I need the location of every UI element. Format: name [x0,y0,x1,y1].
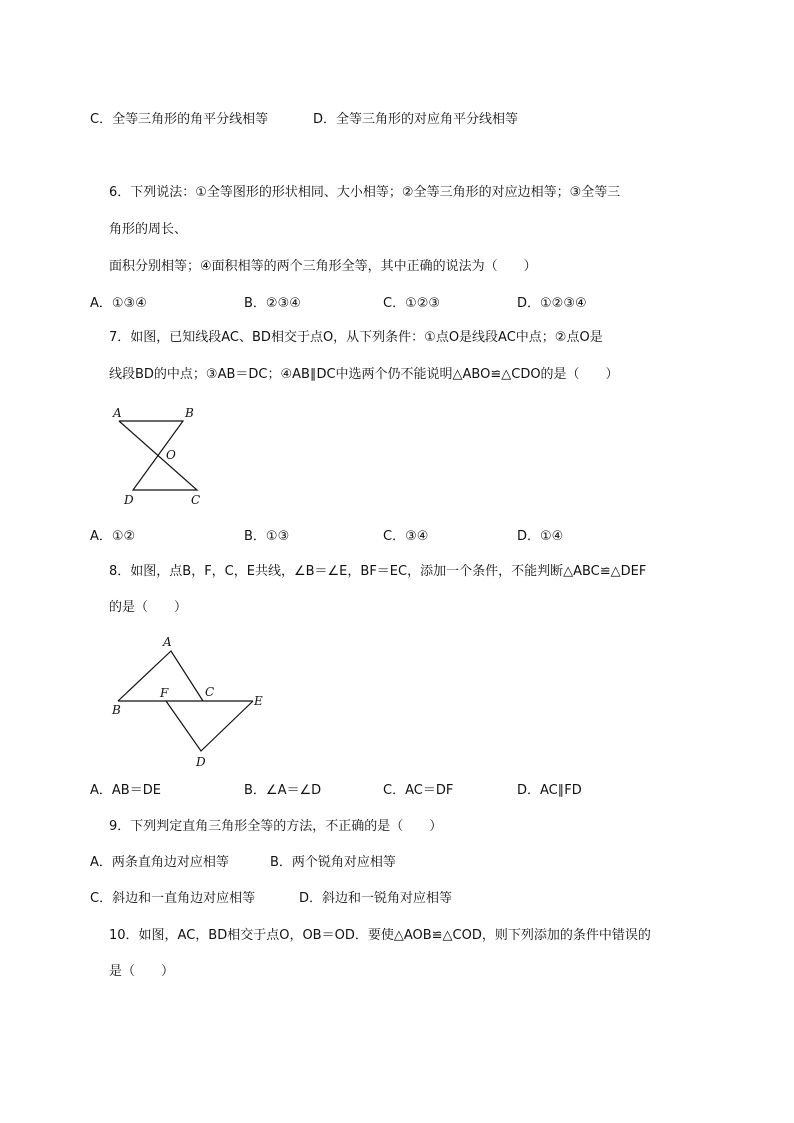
q6-stem-line3: 面积分别相等；④面积相等的两个三角形全等，其中正确的说法为（ ） [109,259,537,274]
q8-triangle-def [166,701,253,751]
q8-label-c: C [205,685,215,699]
q6-option-b: B．②③④ [244,296,301,311]
q10-stem-line1: 10．如图，AC，BD相交于点O，OB＝OD．要使△AOB≌△COD，则下列添加的条件中错误的 [109,928,651,943]
q10-stem-line2: 是（ ） [109,964,175,979]
q7-stem-line1: 7．如图，已知线段AC、BD相交于点O，从下列条件：①点O是线段AC中点；②点O是 [109,330,603,345]
q6-option-a: A．①③④ [90,296,147,311]
q7-option-b: B．①③ [244,529,290,544]
q8-label-b: B [112,703,121,717]
q7-option-d: D．①④ [517,529,564,544]
q7-label-a: A [113,406,122,420]
q5-option-c: C．全等三角形的角平分线相等 [90,112,269,127]
q7-figure [105,402,215,512]
q9-option-b: B．两个锐角对应相等 [270,855,396,870]
q8-label-f: F [160,686,169,700]
q8-option-b: B．∠A＝∠D [244,783,322,798]
q8-option-d: D．AC∥FD [517,783,582,798]
q6-stem-line2: 角形的周长、 [109,222,188,237]
q7-label-c: C [191,493,201,507]
q9-option-c: C．斜边和一直角边对应相等 [90,891,256,906]
q6-option-c: C．①②③ [383,296,441,311]
q7-stem-line2: 线段BD的中点；③AB＝DC；④AB∥DC中选两个仍不能说明△ABO≌△CDO的是（ ） [109,367,619,382]
q8-figure [105,630,275,770]
q7-figure-lines [119,421,197,490]
q8-label-d: D [196,755,206,769]
q7-label-b: B [185,406,194,420]
q7-option-a: A．①② [90,529,136,544]
q8-label-a: A [163,635,172,649]
q7-label-d: D [124,493,134,507]
q7-option-c: C．③④ [383,529,429,544]
q5-option-d: D．全等三角形的对应角平分线相等 [313,112,519,127]
q8-option-a: A．AB＝DE [90,783,161,798]
q9-stem-line1: 9．下列判定直角三角形全等的方法，不正确的是（ ） [109,819,443,834]
q8-stem-line1: 8．如图，点B，F，C，E共线，∠B＝∠E，BF＝EC，添加一个条件，不能判断△ABC≌△DEF [109,564,647,579]
q9-option-a: A．两条直角边对应相等 [90,855,229,870]
q9-option-d: D．斜边和一锐角对应相等 [299,891,453,906]
q8-label-e: E [254,694,263,708]
q8-stem-line2: 的是（ ） [109,600,188,615]
q8-option-c: C．AC＝DF [383,783,454,798]
q6-stem-line1: 6．下列说法：①全等图形的形状相同、大小相等；②全等三角形的对应边相等；③全等三 [109,185,621,200]
q7-label-o: O [166,448,176,462]
q6-option-d: D．①②③④ [517,296,587,311]
